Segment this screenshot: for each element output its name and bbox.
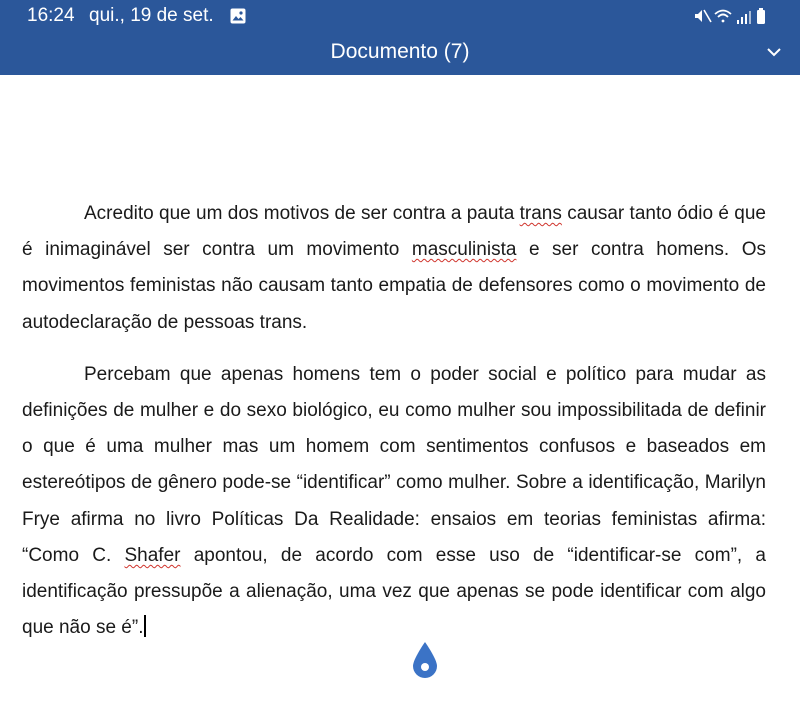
paragraph-1-text-c: e ser contra homens. Os movimentos feministas não causam tanto empatia de defensores como o movimento de autodeclaração de pessoas trans. <box>22 239 766 333</box>
cursor-handle-icon[interactable] <box>412 641 438 679</box>
misspelled-word-masculinista[interactable]: masculinista <box>411 239 517 261</box>
battery-icon <box>757 8 765 24</box>
paragraph-1-text-a: Acredito que um dos motivos de ser contra a pauta <box>84 203 520 224</box>
gallery-icon <box>230 8 246 24</box>
chevron-down-icon[interactable] <box>766 46 782 58</box>
paragraph-1 <box>22 196 766 341</box>
status-time: 16:24 <box>27 5 75 26</box>
misspelled-word-shafer[interactable]: Shafer <box>124 544 181 566</box>
paragraph-2 <box>22 357 766 647</box>
status-date: qui., 19 de set. <box>89 5 214 26</box>
paragraph-1-text-b: causar tanto ódio é que é inimaginável ser contra um movimento <box>22 203 766 261</box>
paragraph-2-text-a: Percebam que apenas homens tem o poder social e político para mudar as definições de mulher e do sexo biológico, eu como mulher sou impossibilitada de definir o que é uma mulher mas um homem com sentimentos confusos e baseados em estereótipos de gênero pode-se “identificar” como mulher. Sobre a identificação, Marilyn Frye afirma no livro Políticas Da Realidade: ensaios em teorias feministas afirma: “Como C. <box>22 363 766 566</box>
status-bar <box>0 0 800 32</box>
text-cursor <box>144 615 146 637</box>
document-body[interactable] <box>22 196 766 646</box>
paragraph-2-text-b: apontou, de acordo com esse uso de “identificar-se com”, a identificação pressupõe a alienação, uma vez que apenas se pode identificar com algo que não se é”. <box>22 544 766 639</box>
system-status-icons <box>694 7 774 25</box>
signal-icon <box>737 11 751 24</box>
document-title[interactable]: Documento (7) <box>330 40 470 63</box>
app-header <box>0 0 800 75</box>
misspelled-word-trans[interactable]: trans <box>519 203 562 224</box>
wifi-icon <box>715 11 731 23</box>
mute-icon <box>695 10 711 22</box>
